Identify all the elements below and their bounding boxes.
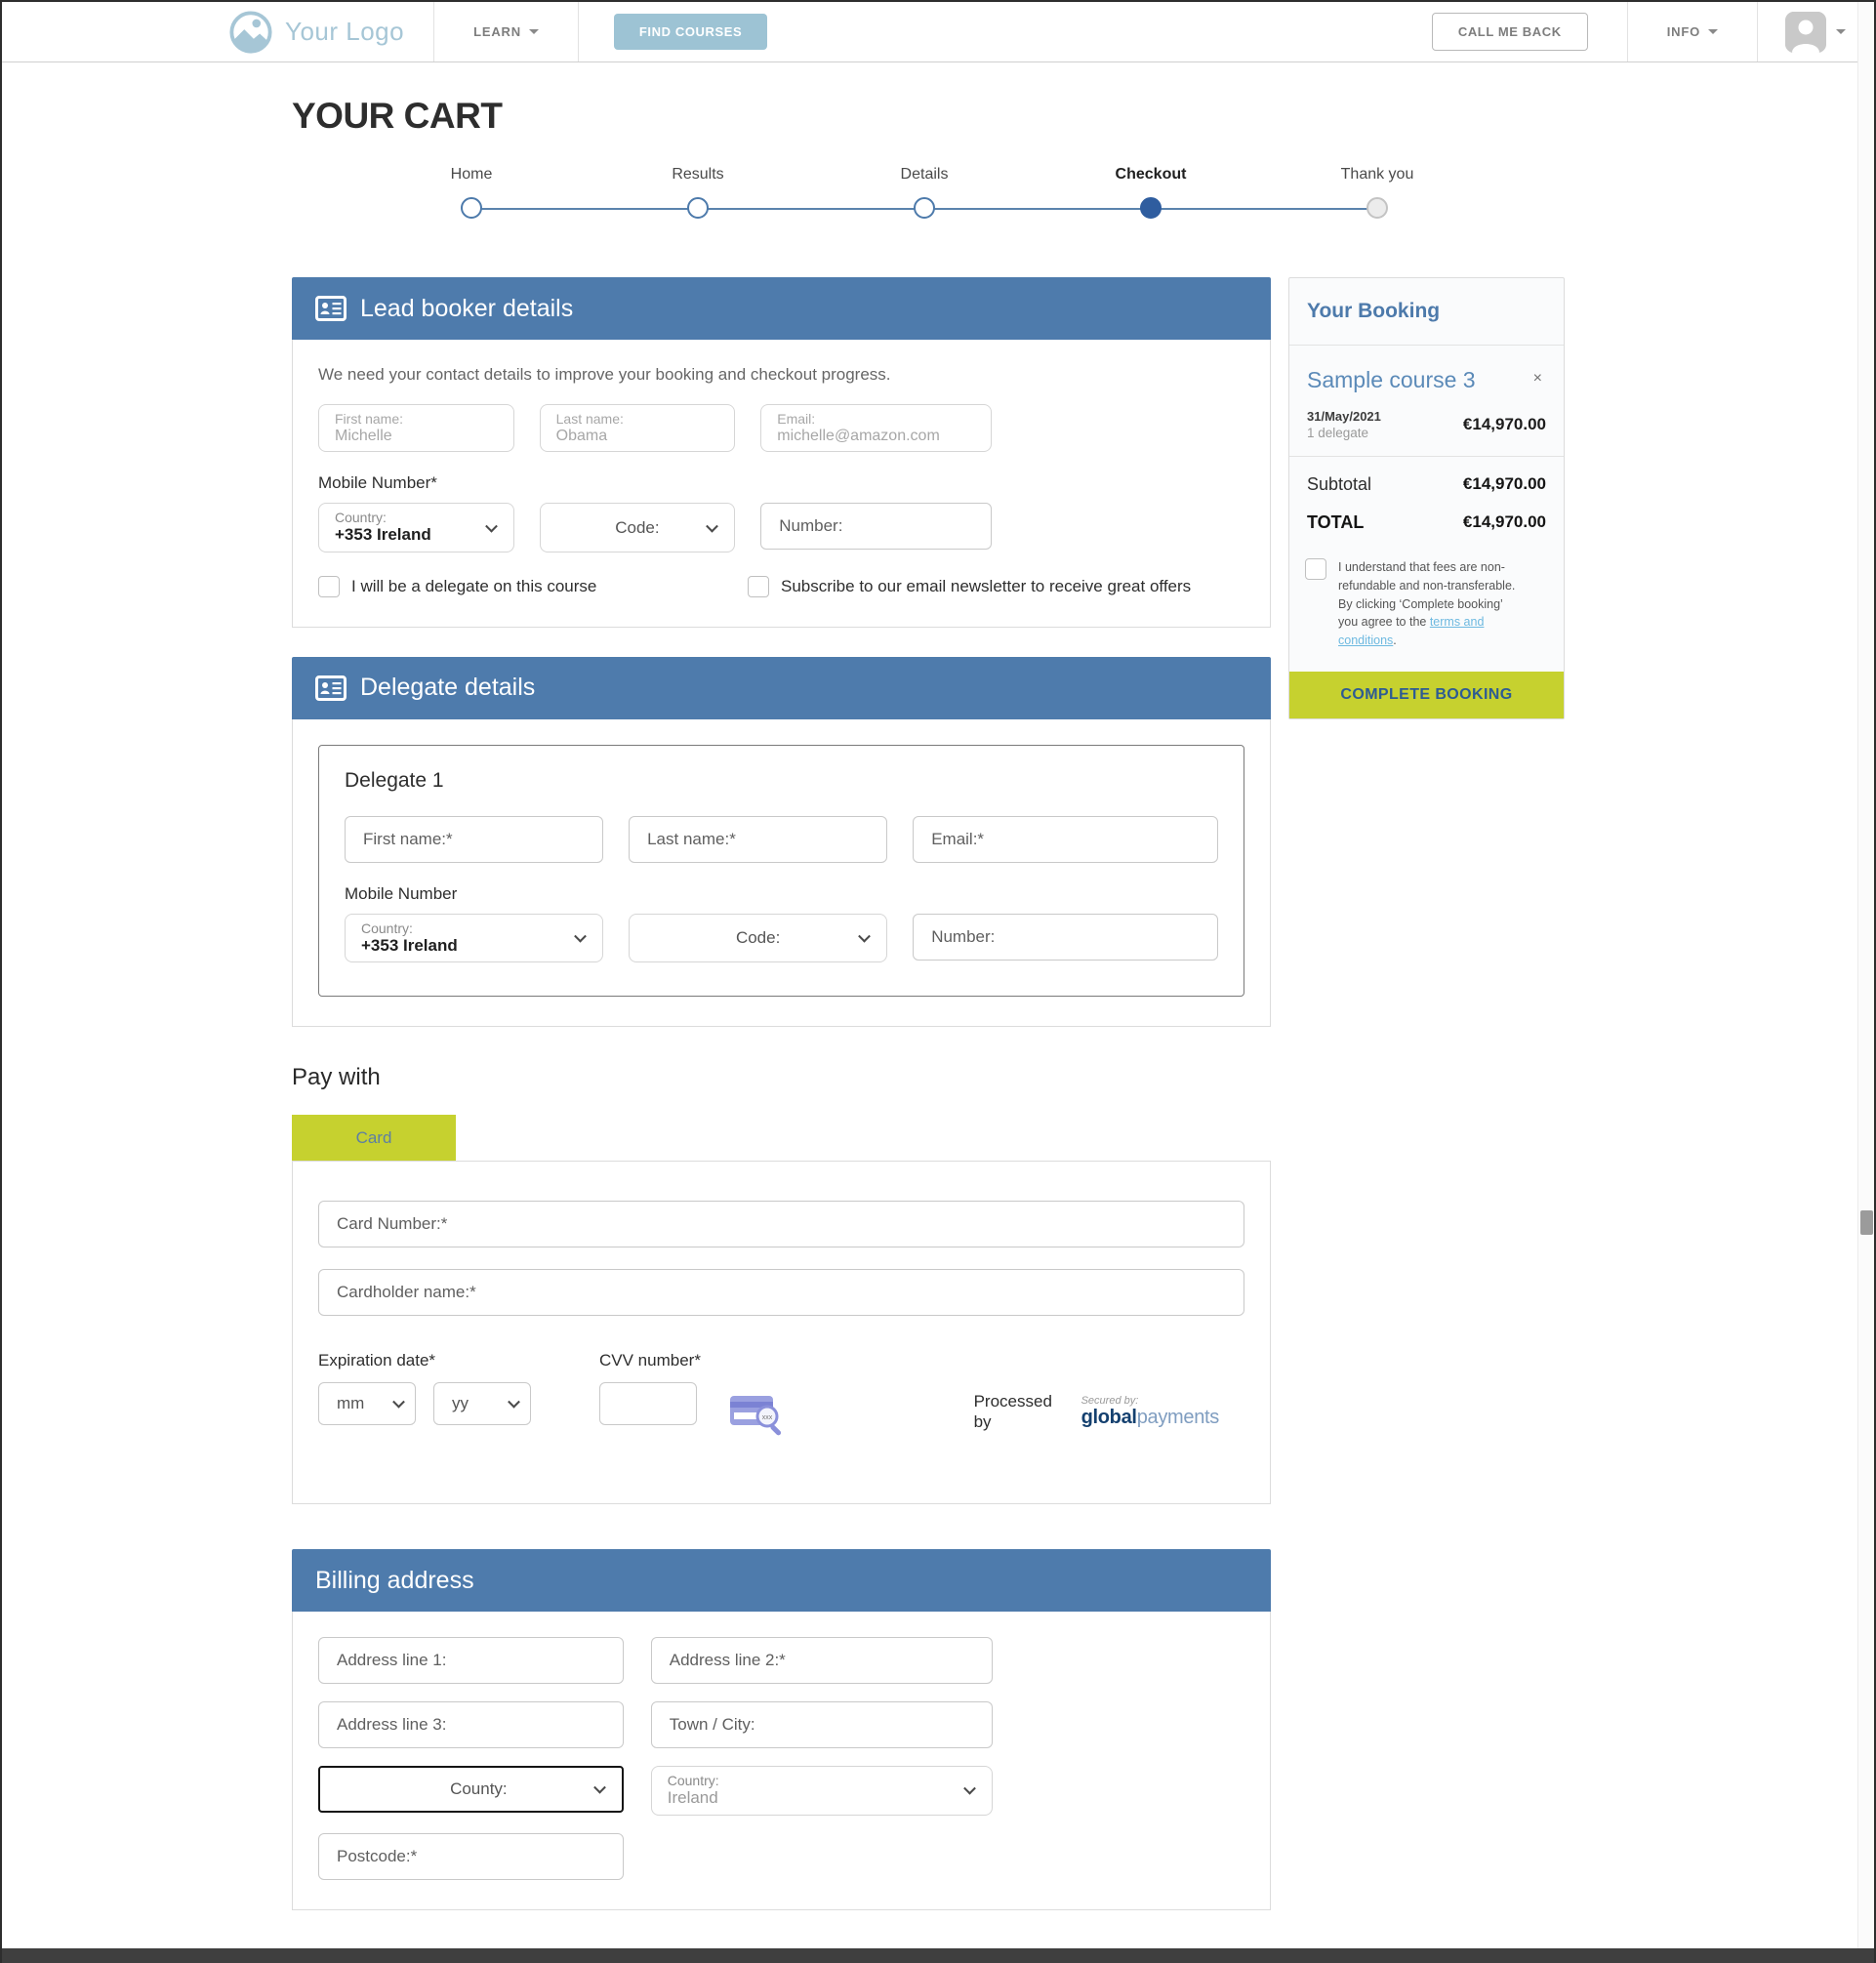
window-bottom-edge xyxy=(2,1948,1874,1963)
chevron-down-icon xyxy=(529,29,539,34)
secured-by-label: Secured by: xyxy=(1081,1394,1139,1407)
lead-number-input[interactable] xyxy=(760,503,992,550)
page-title: YOUR CART xyxy=(292,96,503,136)
globalpayments-logo xyxy=(1081,1395,1219,1429)
delegate-number-input[interactable] xyxy=(913,914,1218,961)
field-label: Country: xyxy=(667,1773,719,1789)
course-name: Sample course 3 xyxy=(1307,367,1476,392)
find-courses-button[interactable]: FIND COURSES xyxy=(614,14,767,50)
menu-info[interactable] xyxy=(1628,2,1757,61)
terms-line-1: I understand that fees are non-refundable and non-transferable. xyxy=(1338,560,1516,593)
cvv-label: CVV number* xyxy=(599,1351,701,1370)
chevron-down-icon xyxy=(1836,29,1846,34)
lead-last-name-field[interactable] xyxy=(540,404,736,452)
lead-first-name-field[interactable] xyxy=(318,404,514,452)
expiration-year-select[interactable] xyxy=(433,1382,531,1425)
logo-image-icon xyxy=(228,10,273,55)
terms-line-2: By clicking ‘Complete booking’ xyxy=(1338,596,1503,611)
delegate-details-section xyxy=(292,657,1271,1027)
field-label: Code: xyxy=(735,928,781,947)
town-city-input[interactable] xyxy=(651,1701,993,1748)
complete-booking-button[interactable]: COMPLETE BOOKING xyxy=(1289,672,1564,718)
section-title: Billing address xyxy=(315,1566,474,1594)
field-value: mm xyxy=(337,1394,365,1413)
step-dot-results[interactable] xyxy=(687,197,709,219)
subtotal-row xyxy=(1307,474,1546,495)
logo-word-global: global xyxy=(1081,1406,1137,1428)
field-label: Country: xyxy=(361,920,413,936)
lead-code-select[interactable] xyxy=(540,503,736,552)
id-card-icon xyxy=(315,675,347,701)
logo-text: Your Logo xyxy=(285,17,405,46)
card-number-input[interactable] xyxy=(318,1201,1244,1247)
section-title: Delegate details xyxy=(360,674,536,702)
terms-and-conditions-link[interactable]: terms and conditions xyxy=(1338,615,1485,647)
menu-info-label: INFO xyxy=(1666,24,1700,39)
course-price: €14,970.00 xyxy=(1462,415,1546,433)
field-label: First name: xyxy=(335,411,404,427)
subtotal-label: Subtotal xyxy=(1307,474,1372,494)
cardholder-name-input[interactable] xyxy=(318,1269,1244,1316)
delegate-country-select[interactable] xyxy=(345,914,603,962)
field-label: Email: xyxy=(777,411,816,427)
field-label: Country: xyxy=(335,510,387,526)
terms-checkbox[interactable] xyxy=(1305,558,1326,580)
expiration-label: Expiration date* xyxy=(318,1351,436,1370)
terms-line-3: you agree to the terms and conditions. xyxy=(1338,615,1485,647)
course-delegates: 1 delegate xyxy=(1307,426,1369,440)
field-value: michelle@amazon.com xyxy=(777,428,940,445)
step-label-details: Details xyxy=(900,166,949,183)
processed-by-label: Processed by xyxy=(973,1392,1052,1432)
delegate-1-card xyxy=(318,745,1244,997)
address-line-1-input[interactable] xyxy=(318,1637,624,1684)
total-label: TOTAL xyxy=(1307,512,1365,532)
your-booking-panel xyxy=(1288,277,1565,719)
chevron-down-icon xyxy=(858,930,871,943)
delegate-1-title: Delegate 1 xyxy=(345,768,444,792)
address-line-3-input[interactable] xyxy=(318,1701,624,1748)
field-value: Obama xyxy=(555,428,608,445)
step-label-thankyou: Thank you xyxy=(1340,166,1414,183)
address-line-2-input[interactable] xyxy=(651,1637,993,1684)
field-value: yy xyxy=(452,1394,469,1413)
scrollbar-thumb[interactable] xyxy=(1860,1210,1873,1235)
field-value: +353 Ireland xyxy=(335,525,431,545)
course-date: 31/May/2021 xyxy=(1307,409,1381,424)
chevron-down-icon xyxy=(508,1396,520,1409)
lead-booker-section xyxy=(292,277,1271,628)
step-dot-checkout[interactable] xyxy=(1140,197,1162,219)
tab-card[interactable]: Card xyxy=(292,1115,456,1161)
chevron-down-icon xyxy=(593,1781,606,1794)
field-label: Code: xyxy=(615,517,660,537)
billing-country-select[interactable] xyxy=(651,1766,993,1815)
menu-learn[interactable] xyxy=(434,2,578,61)
lead-country-select[interactable] xyxy=(318,503,514,552)
avatar xyxy=(1785,12,1826,53)
user-icon xyxy=(1785,12,1826,53)
billing-address-section xyxy=(292,1549,1271,1909)
field-value: Michelle xyxy=(335,428,392,445)
delegate-first-name-input[interactable] xyxy=(345,816,603,863)
delegate-code-select[interactable] xyxy=(629,914,887,962)
newsletter-checkbox[interactable] xyxy=(748,576,769,597)
id-card-icon xyxy=(315,296,347,321)
delegate-on-course-label: I will be a delegate on this course xyxy=(351,576,597,595)
field-value: +353 Ireland xyxy=(361,935,458,955)
checkout-stepper xyxy=(358,166,1490,221)
logo-word-payments: payments xyxy=(1136,1406,1219,1428)
account-menu[interactable] xyxy=(1758,2,1873,61)
subtotal-value: €14,970.00 xyxy=(1462,474,1546,493)
total-row xyxy=(1307,512,1546,533)
field-label: Last name: xyxy=(555,411,624,427)
section-title: Lead booker details xyxy=(360,294,574,322)
step-label-results: Results xyxy=(672,166,724,183)
delegate-on-course-checkbox[interactable] xyxy=(318,576,340,597)
vertical-scrollbar[interactable] xyxy=(1857,2,1874,1948)
field-label: County: xyxy=(450,1779,508,1799)
call-me-back-button[interactable]: CALL ME BACK xyxy=(1432,13,1588,51)
chevron-down-icon xyxy=(1708,29,1718,34)
step-label-home: Home xyxy=(450,166,493,183)
county-select[interactable] xyxy=(318,1766,624,1813)
step-dot-details[interactable] xyxy=(914,197,935,219)
svg-text:xxx: xxx xyxy=(761,1414,773,1422)
step-dot-thankyou xyxy=(1366,197,1388,219)
postcode-input[interactable] xyxy=(318,1833,624,1880)
chevron-down-icon xyxy=(706,519,718,532)
card-payment-section xyxy=(292,1161,1271,1504)
chevron-down-icon xyxy=(392,1396,405,1409)
pay-with-title: Pay with xyxy=(292,1064,381,1091)
terms-text xyxy=(1338,558,1516,650)
top-navbar xyxy=(2,2,1874,62)
delegate-mobile-label: Mobile Number xyxy=(345,883,458,903)
lead-mobile-label: Mobile Number* xyxy=(318,473,437,493)
lead-email-field[interactable] xyxy=(760,404,992,452)
menu-learn-label: LEARN xyxy=(473,24,521,39)
cvv-input[interactable] xyxy=(599,1382,697,1425)
remove-course-icon[interactable]: × xyxy=(1532,370,1542,387)
logo[interactable] xyxy=(2,2,433,61)
delegate-email-input[interactable] xyxy=(913,816,1218,863)
delegate-last-name-input[interactable] xyxy=(629,816,887,863)
booking-title: Your Booking xyxy=(1289,278,1564,346)
step-label-checkout: Checkout xyxy=(1115,166,1187,183)
step-dot-home[interactable] xyxy=(461,197,482,219)
cvv-card-magnifier-icon xyxy=(728,1392,789,1437)
booking-course-item xyxy=(1289,346,1564,456)
total-value: €14,970.00 xyxy=(1462,512,1546,531)
lead-subtitle: We need your contact details to improve your booking and checkout progress. xyxy=(318,365,891,384)
expiration-month-select[interactable] xyxy=(318,1382,416,1425)
field-value: Ireland xyxy=(667,1788,718,1808)
newsletter-label: Subscribe to our email newsletter to receive great offers xyxy=(781,576,1192,595)
